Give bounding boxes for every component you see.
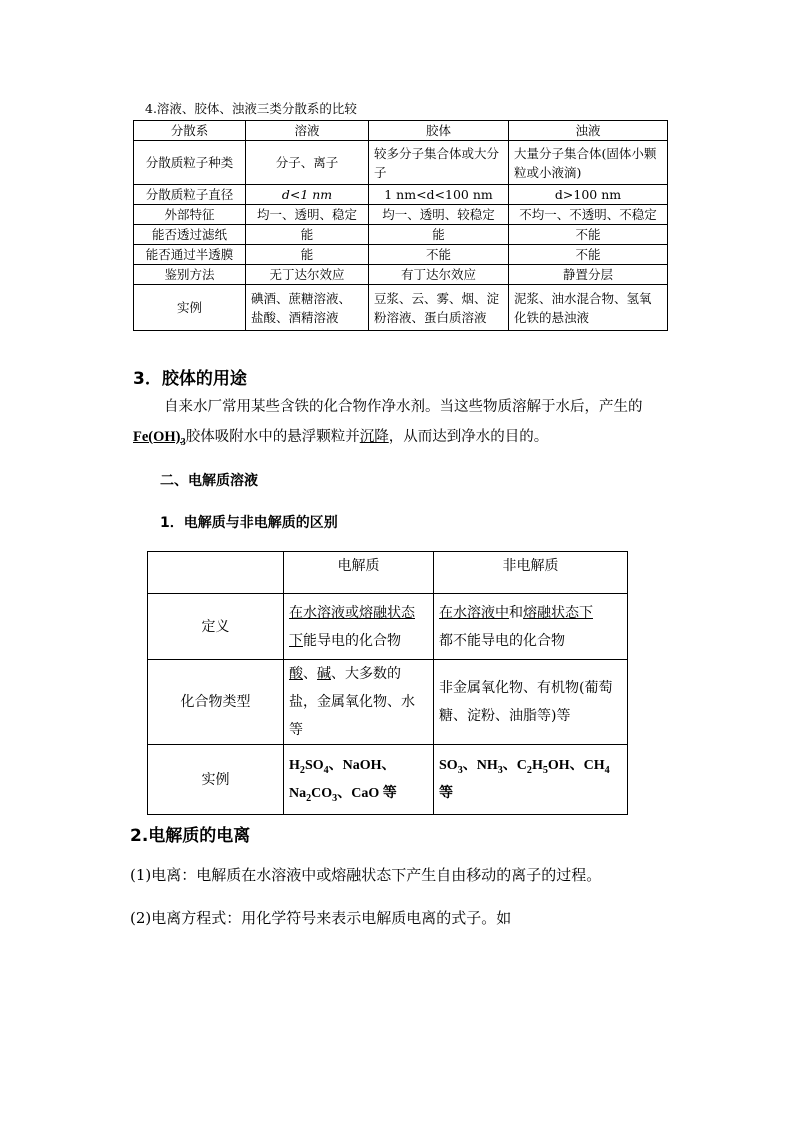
table-cell — [284, 745, 434, 815]
table-header-cell — [148, 552, 284, 594]
table-cell: 碘酒、蔗糖溶液、盐酸、酒精溶液 — [246, 285, 369, 331]
table-header-cell: 非电解质 — [434, 552, 628, 594]
table-cell: 能否透过滤纸 — [134, 225, 246, 245]
table-header-cell: 分散系 — [134, 121, 246, 141]
heading-electrolyte-solution: 二、电解质溶液 — [160, 473, 258, 489]
definition-ionization-equation: (2)电离方程式：用化学符号来表示电解质电离的式子。如 — [130, 909, 512, 927]
table-row — [134, 265, 668, 285]
table-cell: 豆浆、云、雾、烟、淀粉溶液、蛋白质溶液 — [369, 285, 509, 331]
table-header-cell: 胶体 — [369, 121, 509, 141]
table-row — [134, 225, 668, 245]
definition-ionization: (1)电离：电解质在水溶液中或熔融状态下产生自由移动的离子的过程。 — [130, 866, 602, 884]
underlined-term: 沉降 — [359, 429, 389, 445]
table-cell: 在水溶液中和熔融状态下 都不能导电的化合物 — [434, 594, 628, 660]
formula-feoh3: $Fe(OH)_3$ — [133, 429, 186, 448]
table-cell: 能 — [246, 245, 369, 265]
table-cell: 静置分层 — [509, 265, 668, 285]
table-row — [134, 245, 668, 265]
dispersion-comparison-table — [133, 120, 668, 331]
table-cell: 定义 — [148, 594, 284, 660]
table-cell: 在水溶液或熔融状态 下能导电的化合物 — [284, 594, 434, 660]
chem-formula-text: $SO_3$、$NH_3$、$C_2H_5OH$、$CH_4$ 等 — [439, 757, 610, 801]
table-cell: d>100 nm — [509, 185, 668, 205]
table-cell: 不能 — [509, 245, 668, 265]
table-cell: 均一、透明、稳定 — [246, 205, 369, 225]
table-cell: 非金属氧化物、有机物(葡萄糖、淀粉、油脂等)等 — [434, 660, 628, 745]
table-cell: 分散质粒子直径 — [134, 185, 246, 205]
table-header-cell: 溶液 — [246, 121, 369, 141]
table-cell: 实例 — [134, 285, 246, 331]
table-cell: 分子、离子 — [246, 141, 369, 185]
table-cell: 泥浆、油水混合物、氢氧化铁的悬浊液 — [509, 285, 668, 331]
table-cell: 均一、透明、较稳定 — [369, 205, 509, 225]
table-cell: 大量分子集合体(固体小颗粒或小液滴) — [509, 141, 668, 185]
table-cell: 不能 — [509, 225, 668, 245]
table-row — [148, 745, 628, 815]
table-cell: 1 nm<d<100 nm — [369, 185, 509, 205]
table-cell: 无丁达尔效应 — [246, 265, 369, 285]
table-cell — [434, 745, 628, 815]
table-row — [134, 285, 668, 331]
table-cell: 能否通过半透膜 — [134, 245, 246, 265]
heading-electrolyte-difference: 1．电解质与非电解质的区别 — [160, 515, 338, 531]
chem-formula-text: $H_2SO_4$、NaOH、$Na_2CO_3$、CaO 等 — [289, 757, 397, 804]
table-cell: 能 — [246, 225, 369, 245]
table-cell: 不能 — [369, 245, 509, 265]
table-cell: 能 — [369, 225, 509, 245]
table-header-cell: 浊液 — [509, 121, 668, 141]
heading-colloid-uses: 3．胶体的用途 — [133, 369, 247, 389]
table-cell: 实例 — [148, 745, 284, 815]
table-cell: 化合物类型 — [148, 660, 284, 745]
paragraph-line-2: $Fe(OH)_3$胶体吸附水中的悬浮颗粒并沉降，从而达到净水的目的。 — [133, 429, 549, 448]
table-row — [148, 594, 628, 660]
electrolyte-table — [147, 551, 628, 815]
table-row — [134, 121, 668, 141]
table-cell: 分散质粒子种类 — [134, 141, 246, 185]
table-cell: 不均一、不透明、不稳定 — [509, 205, 668, 225]
table-cell: 酸、碱、大多数的盐，金属氧化物、水等 — [284, 660, 434, 745]
table-header-cell: 电解质 — [284, 552, 434, 594]
table-cell: 有丁达尔效应 — [369, 265, 509, 285]
table-row — [134, 185, 668, 205]
paragraph-line-1: 自来水厂常用某些含铁的化合物作净水剂。当这些物质溶解于水后，产生的 — [164, 399, 643, 415]
section-title-dispersion: 4.溶液、胶体、浊液三类分散系的比较 — [145, 101, 357, 116]
table-row — [148, 660, 628, 745]
table-cell: 鉴别方法 — [134, 265, 246, 285]
table-cell: 外部特征 — [134, 205, 246, 225]
table-row — [148, 552, 628, 594]
table-row — [134, 205, 668, 225]
heading-ionization: 2.电解质的电离 — [130, 826, 251, 846]
table-cell: d<1 nm — [246, 185, 369, 205]
table-cell: 较多分子集合体或大分子 — [369, 141, 509, 185]
table-row — [134, 141, 668, 185]
